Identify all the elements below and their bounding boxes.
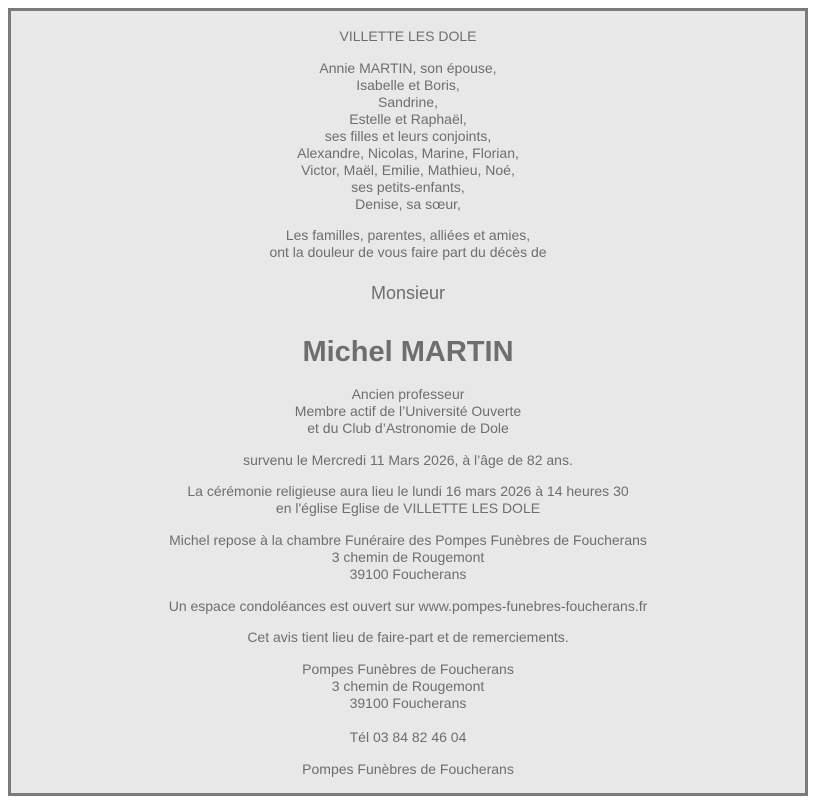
- phone: [11, 729, 805, 746]
- funeral-home: [11, 661, 805, 712]
- honorific: [11, 282, 805, 304]
- family-line: Alexandre, Nicolas, Marine, Florian,: [297, 145, 519, 161]
- family-list: [11, 60, 805, 213]
- title-line: Ancien professeur: [351, 386, 465, 402]
- funeral-home-line: 3 chemin de Rougemont: [331, 678, 485, 694]
- ceremony-line: en l'église Eglise de VILLETTE LES DOLE: [275, 500, 541, 516]
- funeral-home-line: 39100 Foucherans: [349, 695, 467, 711]
- condolences-text: Un espace condoléances est ouvert sur www.pompes-funebres-foucherans.fr: [168, 598, 648, 614]
- town-text: VILLETTE LES DOLE: [339, 28, 477, 44]
- thanks-text: Cet avis tient lieu de faire-part et de remerciements.: [247, 629, 569, 645]
- announcement-line: Les familles, parentes, alliées et amies,: [285, 227, 531, 243]
- title-line: Membre actif de l’Université Ouverte: [294, 403, 522, 419]
- town-heading: [11, 28, 805, 45]
- family-line: Sandrine,: [378, 94, 438, 110]
- obituary-notice: [8, 8, 808, 796]
- announcement-line: ont la douleur de vous faire part du décès de: [269, 244, 547, 260]
- ceremony-info: [11, 483, 805, 517]
- deceased-titles: [11, 386, 805, 437]
- family-line: Annie MARTIN, son épouse,: [319, 60, 497, 76]
- family-line: Isabelle et Boris,: [356, 77, 460, 93]
- signature-text: Pompes Funèbres de Foucherans: [302, 761, 514, 777]
- announcement: [11, 227, 805, 261]
- rest-place-line: 39100 Foucherans: [349, 566, 467, 582]
- deceased-name-text: Michel MARTIN: [302, 336, 514, 368]
- rest-place: [11, 532, 805, 583]
- family-line: ses filles et leurs conjoints,: [324, 128, 492, 144]
- death-info: [11, 452, 805, 469]
- deceased-name: [11, 335, 805, 369]
- honorific-text: Monsieur: [370, 283, 446, 303]
- family-line: Estelle et Raphaël,: [349, 111, 467, 127]
- condolences: [11, 598, 805, 615]
- signature: [11, 761, 805, 778]
- ceremony-line: La cérémonie religieuse aura lieu le lundi 16 mars 2026 à 14 heures 30: [187, 483, 629, 499]
- family-line: ses petits-enfants,: [351, 179, 465, 195]
- title-line: et du Club d’Astronomie de Dole: [307, 420, 509, 436]
- thanks: [11, 629, 805, 646]
- funeral-home-line: Pompes Funèbres de Foucherans: [302, 661, 514, 677]
- death-info-text: survenu le Mercredi 11 Mars 2026, à l’âge de 82 ans.: [243, 452, 573, 468]
- family-line: Victor, Maël, Emilie, Mathieu, Noé,: [301, 162, 515, 178]
- rest-place-line: Michel repose à la chambre Funéraire des Pompes Funèbres de Foucherans: [169, 532, 647, 548]
- phone-text: Tél 03 84 82 46 04: [349, 729, 467, 745]
- rest-place-line: 3 chemin de Rougemont: [331, 549, 485, 565]
- family-line: Denise, sa sœur,: [355, 196, 461, 212]
